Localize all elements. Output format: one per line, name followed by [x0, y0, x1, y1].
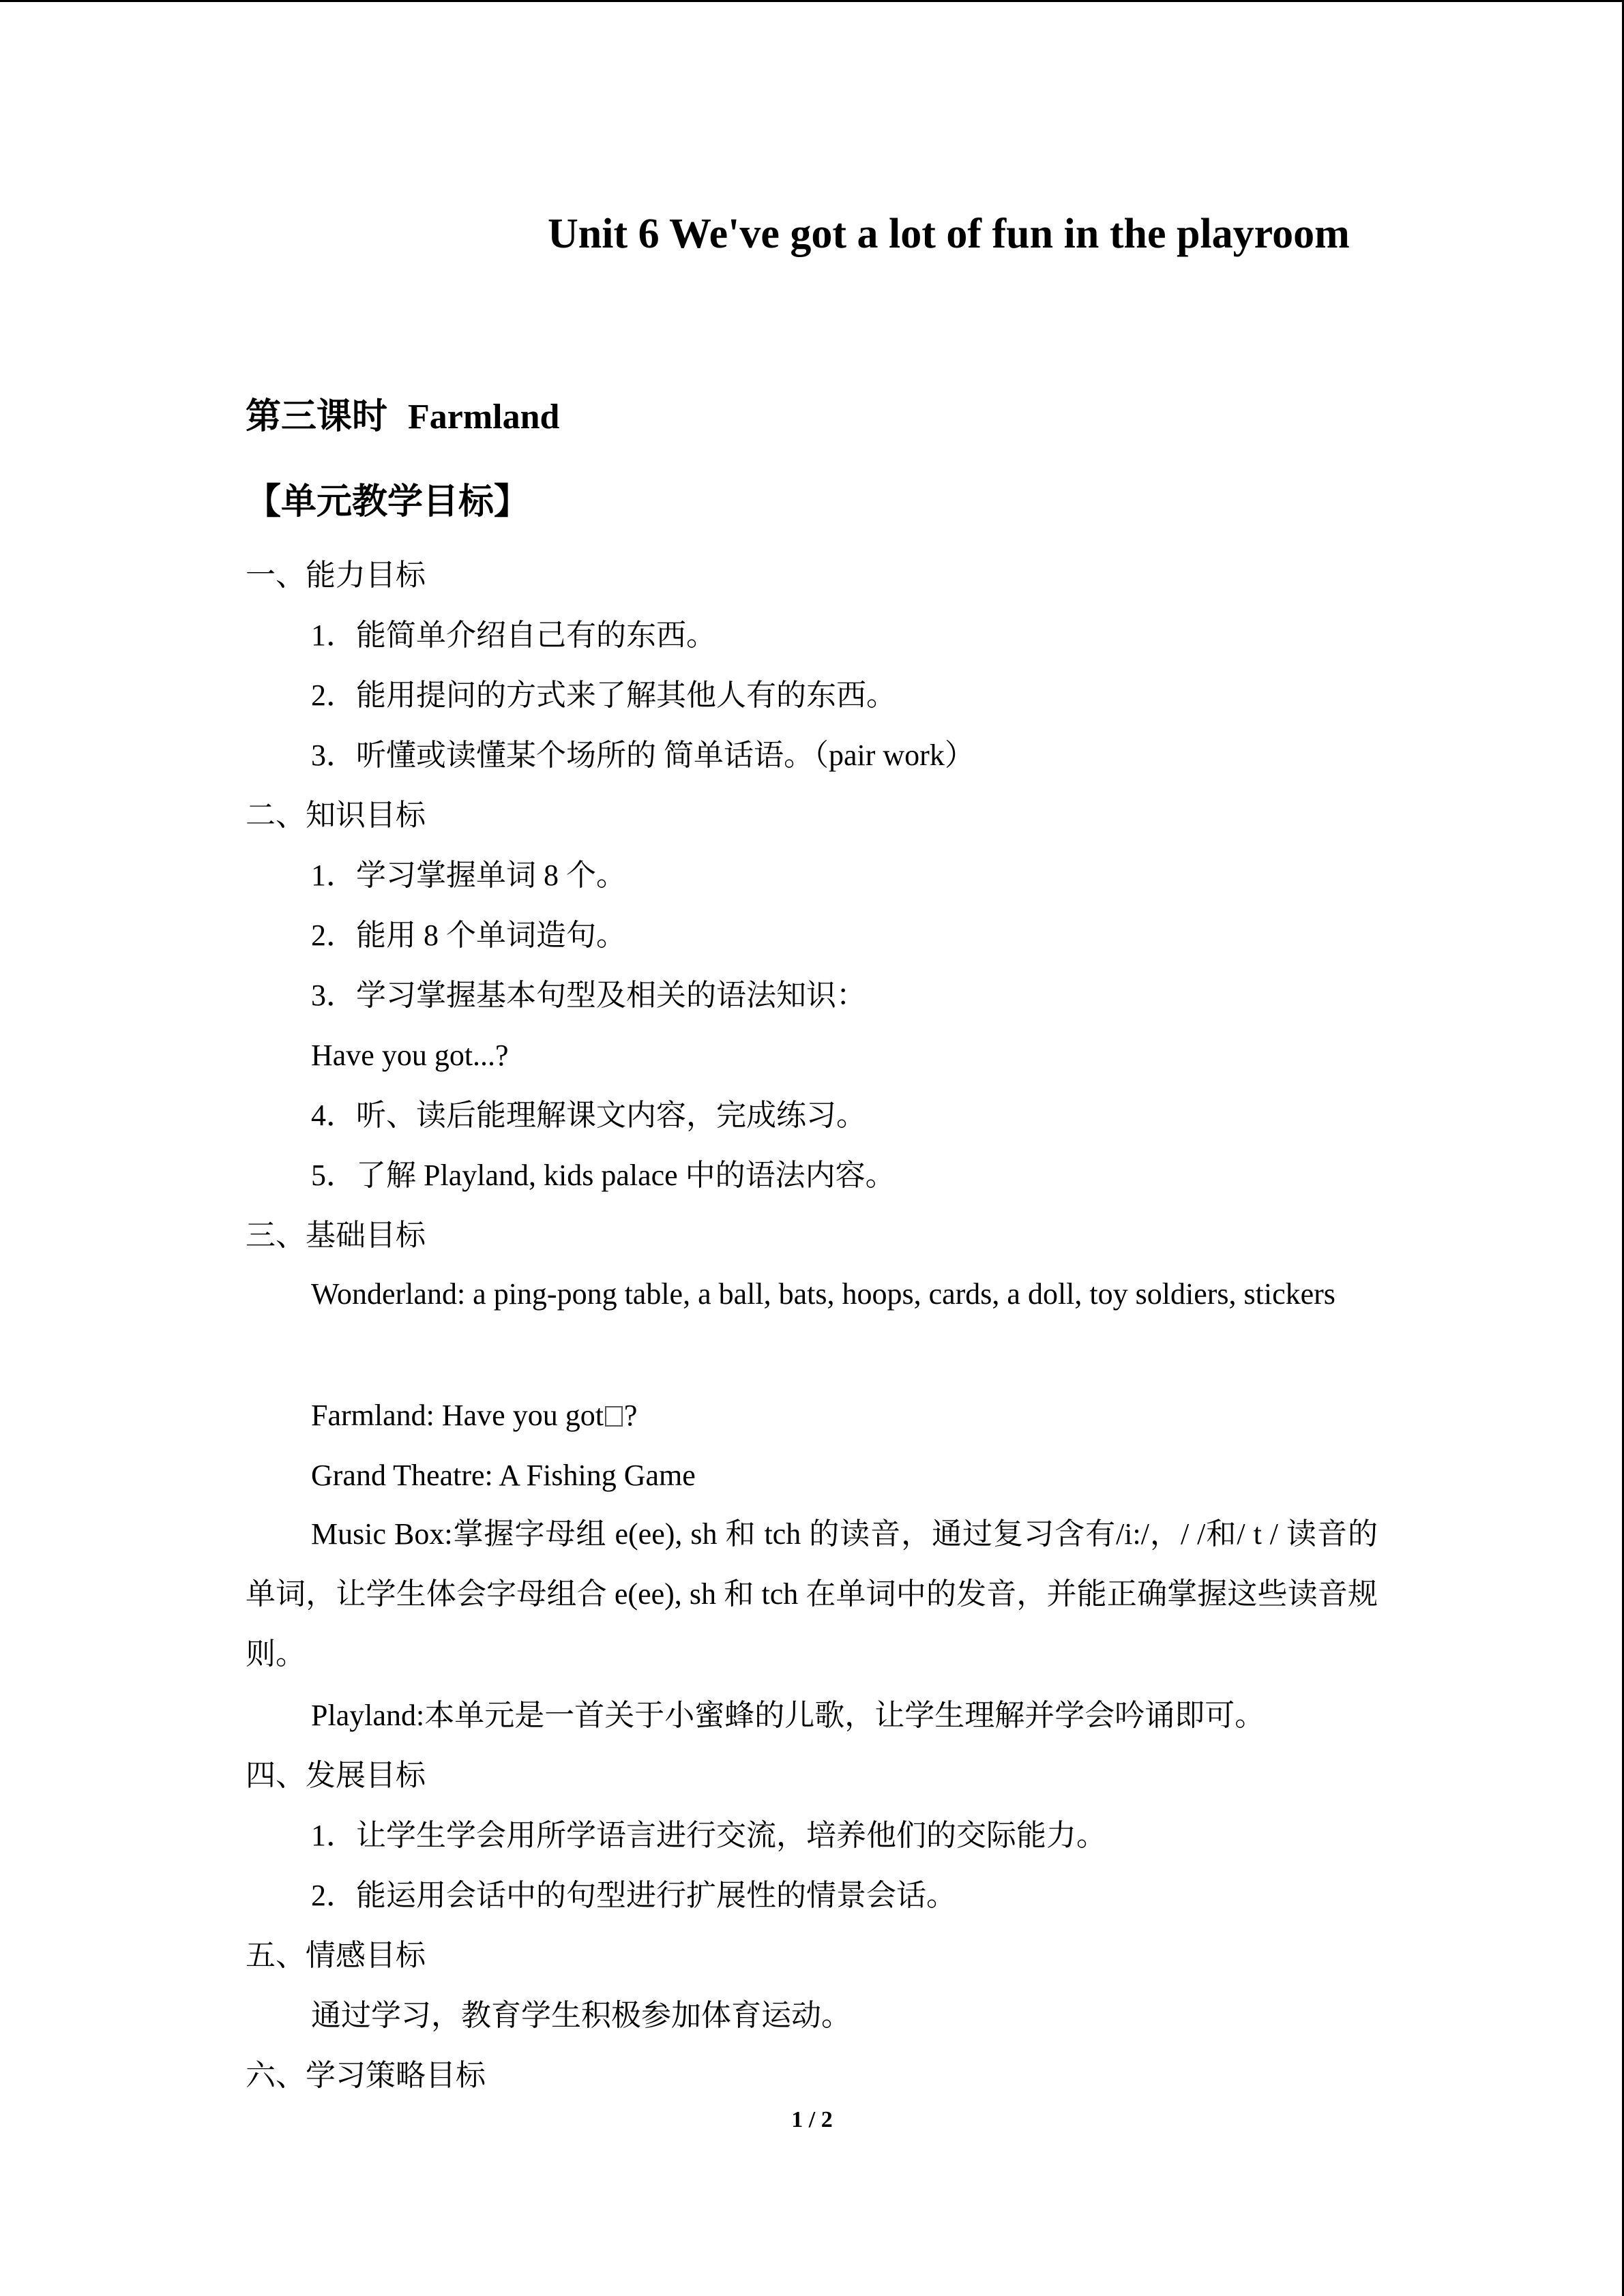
page-top-border: [0, 0, 1624, 2]
list-item: 1．让学生学会用所学语言进行交流，培养他们的交际能力。: [311, 1819, 1106, 1852]
farmland-text: Farmland: Have you got: [311, 1399, 604, 1432]
music-box-paragraph: Music Box:掌握字母组 e(ee), sh 和 tch 的读音，通过复习含有/i:/，/ /和/ t / 读音的单词，让学生体会字母组合 e(ee), sh 和 tch 在单词中的发音，并能正确掌握这些读音规则。: [246, 1517, 1378, 1671]
list-item: 5．了解 Playland, kids palace 中的语法内容。: [311, 1159, 896, 1192]
page-number: 1 / 2: [791, 2107, 833, 2132]
grand-theatre-line: Grand Theatre: A Fishing Game: [311, 1459, 696, 1492]
playland-line: Playland:本单元是一首关于小蜜蜂的儿歌，让学生理解并学会吟诵即可。: [311, 1699, 1265, 1732]
unit-goals-heading: 【单元教学目标】: [246, 483, 530, 522]
lesson-name: Farmland: [408, 398, 560, 436]
document-title: Unit 6 We've got a lot of fun in the playroom: [548, 211, 1350, 257]
list-item: 4．听、读后能理解课文内容，完成练习。: [311, 1099, 866, 1132]
farmland-line: [311, 1398, 637, 1433]
wonderland-paragraph: Wonderland: a ping-pong table, a ball, bats, hoops, cards, a doll, toy soldiers, stickers: [311, 1277, 1335, 1311]
section-heading-emotion: 五、情感目标: [246, 1939, 426, 1972]
list-item: 3．学习掌握基本句型及相关的语法知识：: [311, 979, 866, 1012]
section-heading-ability: 一、能力目标: [246, 558, 426, 592]
section-heading-basic: 三、基础目标: [246, 1219, 426, 1252]
placeholder-box: [605, 1406, 623, 1427]
list-item: 1．学习掌握单词 8 个。: [311, 859, 626, 892]
list-item: 1．能简单介绍自己有的东西。: [311, 618, 716, 652]
section-heading-development: 四、发展目标: [246, 1759, 426, 1792]
farmland-question-mark: ?: [623, 1399, 638, 1432]
list-item: 通过学习，教育学生积极参加体育运动。: [311, 1999, 851, 2032]
list-item: 3．听懂或读懂某个场所的 简单话语。（pair work）: [311, 739, 975, 772]
section-heading-knowledge: 二、知识目标: [246, 799, 426, 832]
list-item: Have you got...?: [311, 1039, 509, 1072]
section-heading-strategy: 六、学习策略目标: [246, 2059, 486, 2092]
lesson-number: 第三课时: [246, 398, 388, 436]
list-item: 2．能用提问的方式来了解其他人有的东西。: [311, 679, 896, 712]
list-item: 2．能运用会话中的句型进行扩展性的情景会话。: [311, 1879, 956, 1912]
list-item: 2．能用 8 个单词造句。: [311, 919, 626, 952]
lesson-title: [246, 387, 559, 438]
